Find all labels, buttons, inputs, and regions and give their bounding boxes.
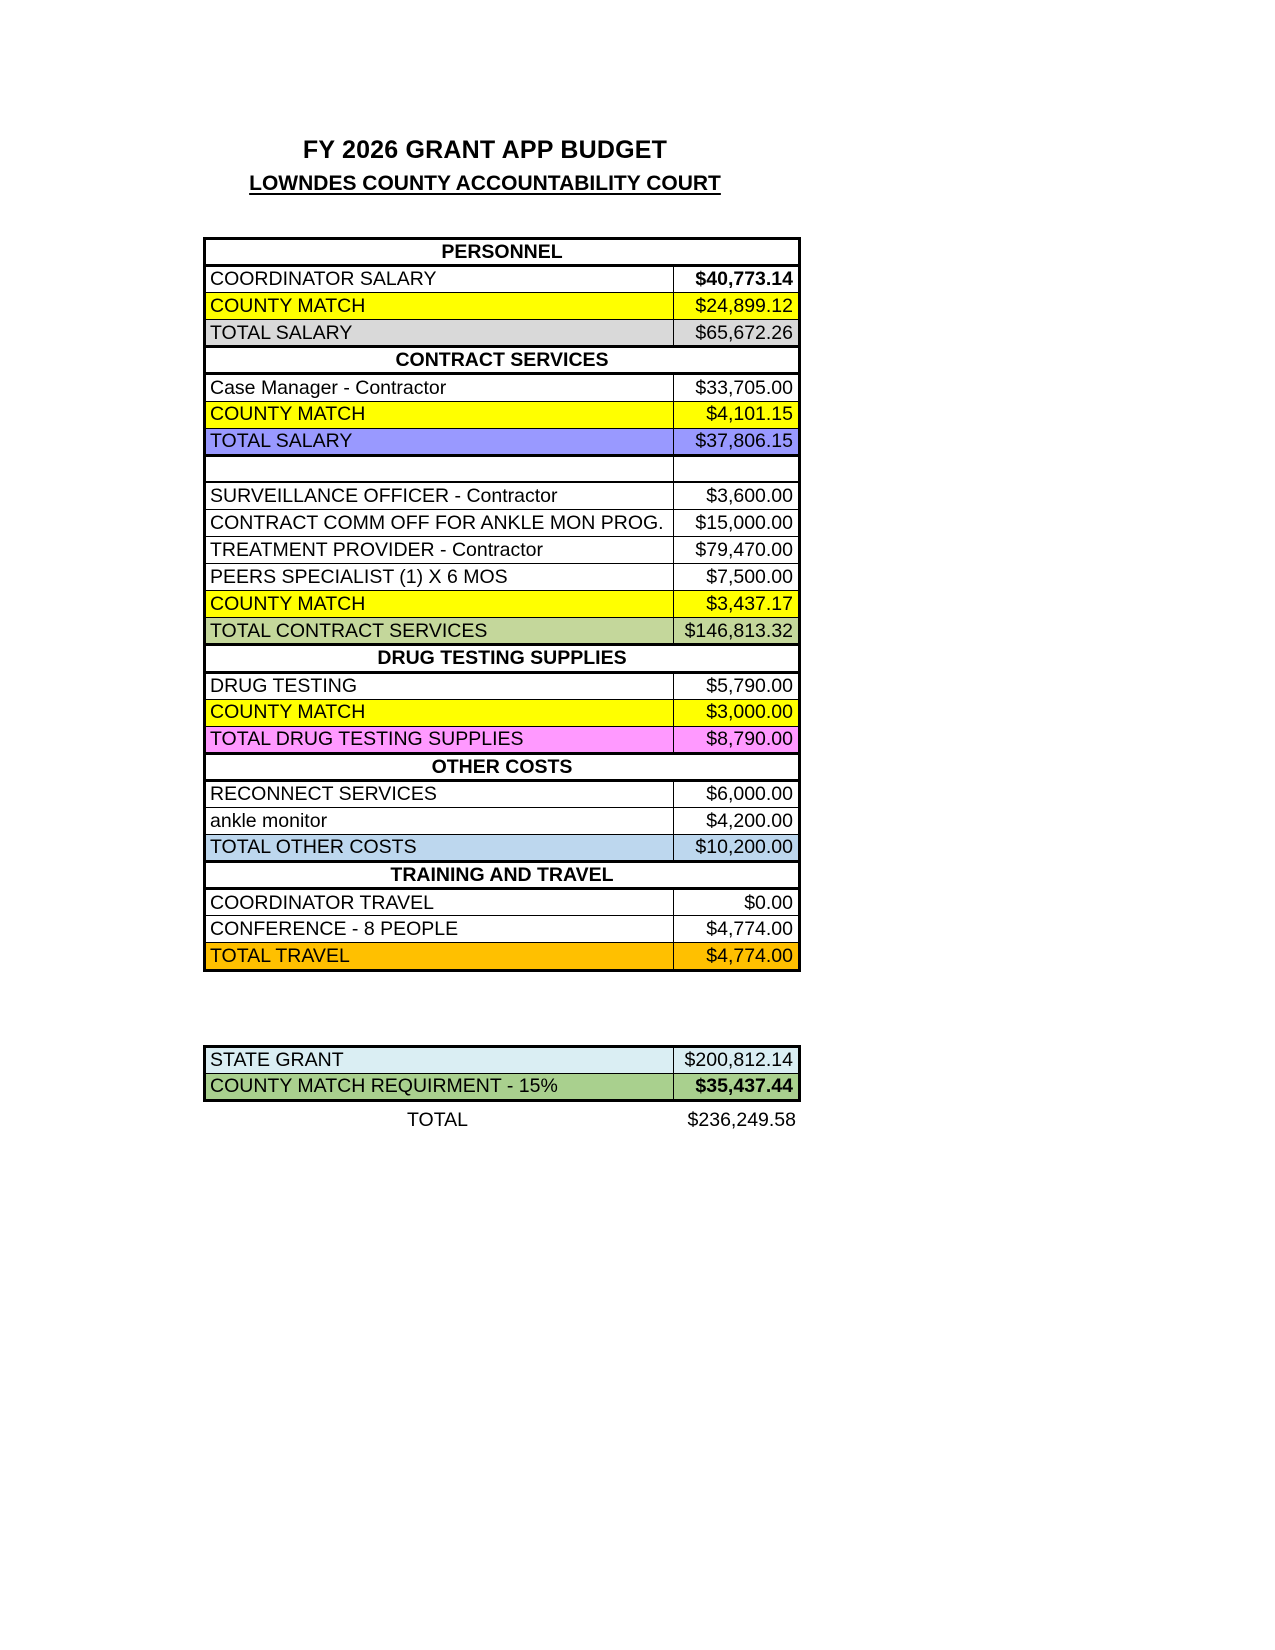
section-header-row: [205, 645, 800, 672]
row-label: DRUG TESTING: [205, 672, 674, 699]
budget-row: [205, 726, 800, 753]
row-label: [205, 455, 674, 482]
budget-row: [205, 374, 800, 401]
page-subtitle: LOWNDES COUNTY ACCOUNTABILITY COURT: [249, 172, 721, 195]
row-label: TREATMENT PROVIDER - Contractor: [205, 537, 674, 564]
row-label: TOTAL SALARY: [205, 428, 674, 455]
section-header-row: [205, 753, 800, 780]
row-value: $4,774.00: [674, 943, 800, 970]
row-label: PEERS SPECIALIST (1) X 6 MOS: [205, 564, 674, 591]
row-value: $35,437.44: [674, 1074, 800, 1101]
budget-row: [205, 835, 800, 862]
row-value: $3,437.17: [674, 591, 800, 618]
row-value: $33,705.00: [674, 374, 800, 401]
budget-row: [205, 780, 800, 807]
section-header: PERSONNEL: [205, 239, 800, 266]
grand-total-value: $236,249.58: [687, 1108, 796, 1131]
budget-row: [205, 916, 800, 943]
blank-row: [205, 455, 800, 482]
row-value: $146,813.32: [674, 618, 800, 645]
row-label: COUNTY MATCH: [205, 699, 674, 726]
row-value: $24,899.12: [674, 293, 800, 320]
row-label: COUNTY MATCH: [205, 591, 674, 618]
budget-row: [205, 672, 800, 699]
grand-total-label: TOTAL: [406, 1108, 469, 1131]
row-label: TOTAL SALARY: [205, 320, 674, 347]
row-label: Case Manager - Contractor: [205, 374, 674, 401]
row-value: $8,790.00: [674, 726, 800, 753]
budget-row: [205, 537, 800, 564]
row-value: $4,774.00: [674, 916, 800, 943]
budget-row: [205, 699, 800, 726]
summary-row: [205, 1074, 800, 1101]
row-label: CONTRACT COMM OFF FOR ANKLE MON PROG.: [205, 509, 674, 536]
summary-row: [205, 1047, 800, 1074]
section-header: DRUG TESTING SUPPLIES: [205, 645, 800, 672]
budget-row: [205, 482, 800, 509]
row-label: CONFERENCE - 8 PEOPLE: [205, 916, 674, 943]
row-value: $37,806.15: [674, 428, 800, 455]
budget-row: [205, 943, 800, 970]
row-value: $3,000.00: [674, 699, 800, 726]
row-label: COUNTY MATCH REQUIRMENT - 15%: [205, 1074, 674, 1101]
section-header: TRAINING AND TRAVEL: [205, 862, 800, 889]
row-value: $4,101.15: [674, 401, 800, 428]
row-label: TOTAL DRUG TESTING SUPPLIES: [205, 726, 674, 753]
row-value: $40,773.14: [674, 266, 800, 293]
budget-row: [205, 889, 800, 916]
row-label: COUNTY MATCH: [205, 293, 674, 320]
section-header-row: [205, 862, 800, 889]
budget-row: [205, 618, 800, 645]
budget-row: [205, 428, 800, 455]
row-value: $200,812.14: [674, 1047, 800, 1074]
budget-table: [203, 237, 801, 972]
row-label: ankle monitor: [205, 807, 674, 834]
row-value: $15,000.00: [674, 509, 800, 536]
row-value: $5,790.00: [674, 672, 800, 699]
page-title: FY 2026 GRANT APP BUDGET: [302, 136, 668, 164]
budget-row: [205, 266, 800, 293]
budget-row: [205, 807, 800, 834]
section-header-row: [205, 239, 800, 266]
row-label: SURVEILLANCE OFFICER - Contractor: [205, 482, 674, 509]
row-value: $3,600.00: [674, 482, 800, 509]
row-label: COORDINATOR SALARY: [205, 266, 674, 293]
row-label: STATE GRANT: [205, 1047, 674, 1074]
row-value: $65,672.26: [674, 320, 800, 347]
section-header-row: [205, 347, 800, 374]
row-value: $7,500.00: [674, 564, 800, 591]
row-value: $0.00: [674, 889, 800, 916]
row-value: $10,200.00: [674, 835, 800, 862]
title-block: [160, 136, 810, 196]
row-value: $4,200.00: [674, 807, 800, 834]
row-label: COUNTY MATCH: [205, 401, 674, 428]
row-value: $6,000.00: [674, 780, 800, 807]
row-label: RECONNECT SERVICES: [205, 780, 674, 807]
grand-total-row: [203, 1106, 798, 1134]
row-label: TOTAL CONTRACT SERVICES: [205, 618, 674, 645]
row-label: TOTAL TRAVEL: [205, 943, 674, 970]
row-label: TOTAL OTHER COSTS: [205, 835, 674, 862]
row-value: [674, 455, 800, 482]
budget-row: [205, 293, 800, 320]
budget-row: [205, 564, 800, 591]
budget-row: [205, 320, 800, 347]
budget-row: [205, 401, 800, 428]
row-label: COORDINATOR TRAVEL: [205, 889, 674, 916]
section-header: OTHER COSTS: [205, 753, 800, 780]
budget-row: [205, 509, 800, 536]
row-value: $79,470.00: [674, 537, 800, 564]
summary-table: [203, 1045, 801, 1102]
budget-row: [205, 591, 800, 618]
section-header: CONTRACT SERVICES: [205, 347, 800, 374]
